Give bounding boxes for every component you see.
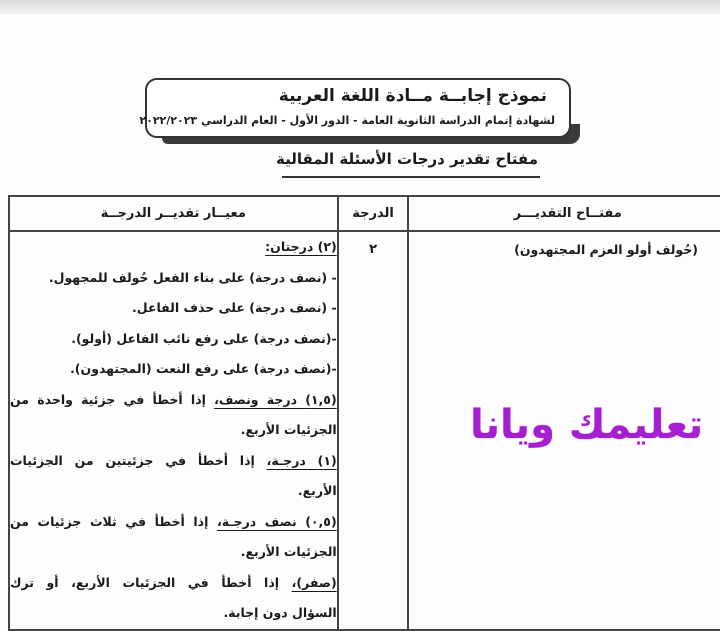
criteria-cell (9, 231, 338, 630)
case-label: (١) درجـة، (266, 452, 337, 468)
case-label: (٠,٥) نصف درجـة، (216, 513, 337, 529)
section-title-underline (282, 176, 540, 178)
section-title: مفتاح تقدير درجات الأسئلة المقالية (276, 150, 538, 168)
criteria-case (10, 568, 337, 599)
criteria-point: - (نصف درجة) على بناء الفعل حُولف للمجهول. (48, 269, 337, 285)
case-text: إذا أخطأ في ثلاث جزئيات من (10, 513, 217, 529)
column-header-key: مفتــاح التقديـــر (408, 196, 720, 231)
criteria-case (10, 446, 337, 477)
criteria-point: - (نصف درجة) على حذف الفاعل. (132, 300, 337, 315)
case-text: إذا أخطأ في جزئية واحدة من (10, 391, 215, 407)
case-label: (١,٥) درجة ونصف، (214, 391, 337, 407)
criteria-heading-line (10, 232, 337, 263)
column-header-criteria: معيــار تقديــر الدرجــة (9, 196, 338, 231)
exam-title-box (139, 78, 571, 138)
criteria-case-continued: الأربع. (297, 483, 337, 498)
criteria-case (10, 507, 337, 538)
criteria-case-continued: السؤال دون إجابة. (223, 605, 337, 620)
criteria-heading: (٢) درجتان: (265, 239, 337, 254)
criteria-point: -(نصف درجة) على رفع نائب الفاعل (أولو). (71, 330, 337, 346)
exam-subtitle: لشهادة إتمام الدراسة الثانوية العامة - الدور الأول - العام الدراسي ٢٠٢٢/٢٠٢٣ (139, 114, 555, 127)
answer-key-text: (حُولف أولو العزم المجتهدون) (514, 242, 698, 257)
criteria-case-continued: الجزئيات الأربع. (240, 544, 337, 559)
column-header-grade: الدرجة (338, 196, 409, 231)
exam-title: نموذج إجابــة مــادة اللغة العربية (278, 86, 547, 106)
case-text: إذا أخطأ في جزئيتين من الجزئيات (10, 452, 267, 468)
case-text: إذا أخطأ في الجزئيات الأربع، أو ترك (10, 574, 292, 590)
photo-top-edge (0, 0, 720, 14)
criteria-point: -(نصف درجة) على رفع النعت (المجتهدون). (70, 361, 337, 376)
case-label: (صفر)، (291, 574, 337, 590)
table-header-row (9, 196, 720, 231)
watermark-text: تعليمك ويانا (470, 402, 704, 448)
criteria-case-continued: الجزئيات الأربع. (240, 422, 337, 437)
grade-cell (338, 231, 409, 630)
grade-value: ٢ (369, 242, 378, 257)
criteria-case (10, 385, 337, 416)
